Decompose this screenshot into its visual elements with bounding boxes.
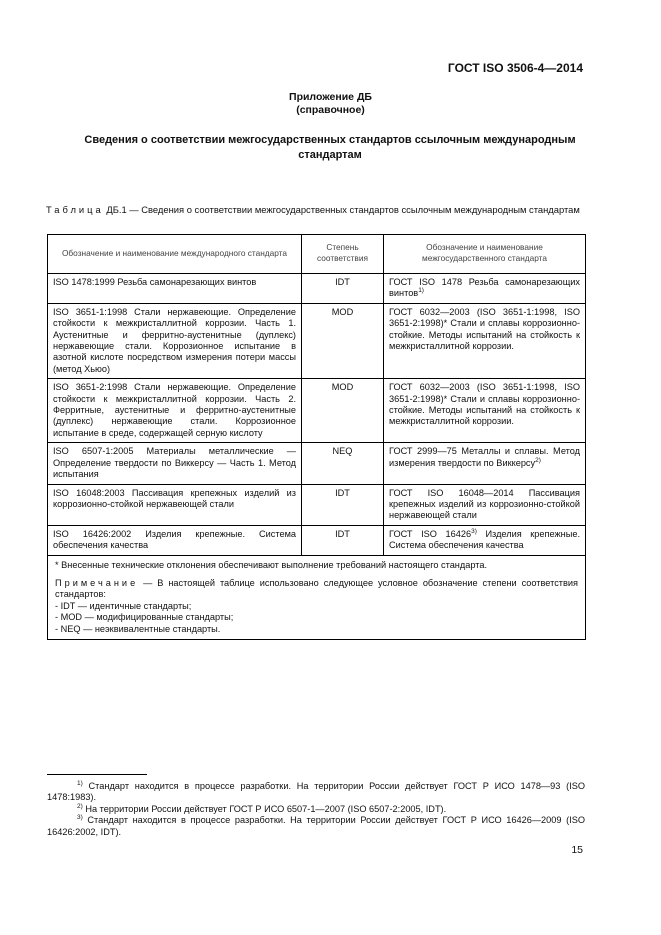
interstate-standard-text: ГОСТ 2999—75 Металлы и сплавы. Метод измерения твердости по Виккерсу [389,446,580,468]
note-item-mod: - MOD — модифицированные стандарты; [55,612,234,623]
correspondence-table [47,234,586,640]
footnote-ref: 2) [535,456,541,464]
footnote-separator [47,774,147,775]
international-standard-cell: ISO 3651-2:1998 Стали нержавеющие. Определение стойкости к межкристаллитной коррозии. Часть 2. Ферритные, аустенитные и ферритно-аустенитные (дуплекс) нержавеющие стали. Коррозионное испытание в среде, содержащей серную кислоту [48,379,302,443]
section-heading: Сведения о соответствии межгосударственных стандартов ссылочным международным стандартам [84,134,576,161]
appendix-subtitle: (справочное) [296,104,365,116]
table-row [48,379,586,443]
footnote-text: Стандарт находится в процессе разработки. На территории России действует ГОСТ Р ИСО 16426—2009 (ISO 16426:2002, IDT). [47,815,585,837]
interstate-standard-text: ГОСТ ISO 16426 [389,528,472,539]
appendix-title-block [0,91,661,117]
degree-cell: IDT [302,274,384,304]
international-standard-cell: ISO 16048:2003 Пассивация крепежных изделий из коррозионно-стойкой нержавеющей стали [48,484,302,525]
footnote-mark: 2) [77,802,83,810]
footnote-2 [47,804,585,815]
international-standard-cell: ISO 6507-1:2005 Материалы металлические — Определение твердости по Виккерсу — Часть 1. Метод испытания [48,443,302,484]
footnote-3 [47,815,585,838]
deviation-note: * Внесенные технические отклонения обеспечивают выполнение требований настоящего стандарта. [55,559,488,570]
interstate-standard-cell [384,525,586,555]
footnote-mark: 1) [77,780,83,787]
table-notes [48,555,586,639]
footnote-text: На территории России действует ГОСТ Р ИСО 6507-1—2007 (ISO 6507-2:2005, IDT). [82,803,447,814]
column-header-international: Обозначение и наименование международного стандарта [48,235,302,274]
table-row [48,443,586,484]
international-standard-cell: ISO 1478:1999 Резьба самонарезающих винтов [48,274,302,304]
column-header-degree: Степень соответствия [302,235,384,274]
table-caption-word: Таблица [46,204,104,215]
table-row [48,303,586,378]
footnote-1 [47,781,585,804]
table-notes-row [48,555,586,639]
degree-cell: IDT [302,484,384,525]
degree-cell: NEQ [302,443,384,484]
degree-cell: IDT [302,525,384,555]
footnote-mark: 3) [77,814,83,822]
degree-cell: MOD [302,379,384,443]
document-id: ГОСТ ISO 3506-4—2014 [447,61,583,75]
interstate-standard-cell: ГОСТ 6032—2003 (ISO 3651-1:1998, ISO 3651-2:1998)* Стали и сплавы коррозионно-стойкие. Методы испытаний на стойкость к межкристаллитной коррозии. [384,379,586,443]
table-row [48,484,586,525]
note-word: Примечание [55,577,139,588]
table-row [48,274,586,304]
footnote-text: Стандарт находится в процессе разработки. На территории России действует ГОСТ Р ИСО 1478—93 (ISO 1478:1983). [47,781,585,803]
footnote-ref: 3) [471,527,477,535]
note-text: — В настоящей таблице использовано следующее условное обозначение степени соответствия стандартов: [55,577,578,600]
appendix-title: Приложение ДБ [289,91,372,103]
international-standard-cell: ISO 3651-1:1998 Стали нержавеющие. Определение стойкости к межкристаллитной коррозии. Часть 1. Аустенитные и ферритно-аустенитные (дуплекс) нержавеющие стали. Коррозионное испытание в азотной кислоте посредством измерения потери массы (метод Хьюо) [48,303,302,378]
interstate-standard-text-tail: Изделия крепежные. Система обеспечения качества [389,528,580,551]
table-row [48,525,586,555]
interstate-standard-cell: ГОСТ ISO 16048—2014 Пассивация крепежных изделий из коррозионно-стойкой нержавеющей стали [384,484,586,525]
interstate-standard-cell [384,274,586,304]
page-number: 15 [571,844,583,856]
note-item-idt: - IDT — идентичные стандарты; [55,600,192,611]
interstate-standard-cell: ГОСТ 6032—2003 (ISO 3651-1:1998, ISO 3651-2:1998)* Стали и сплавы коррозионно-стойкие. Методы испытаний на стойкость к межкристаллитной коррозии. [384,303,586,378]
footnotes [47,781,585,838]
note-item-neq: - NEQ — неэквивалентные стандарты. [55,623,221,634]
degree-cell: MOD [302,303,384,378]
table-caption [46,204,584,216]
table-caption-text: ДБ.1 — Сведения о соответствии межгосударственных стандартов ссылочным международным стандартам [103,204,580,215]
international-standard-cell: ISO 16426:2002 Изделия крепежные. Система обеспечения качества [48,525,302,555]
table-header-row [48,235,586,274]
column-header-interstate: Обозначение и наименование межгосударственного стандарта [384,235,586,274]
table-note [55,578,578,601]
interstate-standard-text: ГОСТ ISO 1478 Резьба самонарезающих винтов [389,277,580,299]
interstate-standard-cell [384,443,586,484]
footnote-ref: 1) [418,287,424,295]
